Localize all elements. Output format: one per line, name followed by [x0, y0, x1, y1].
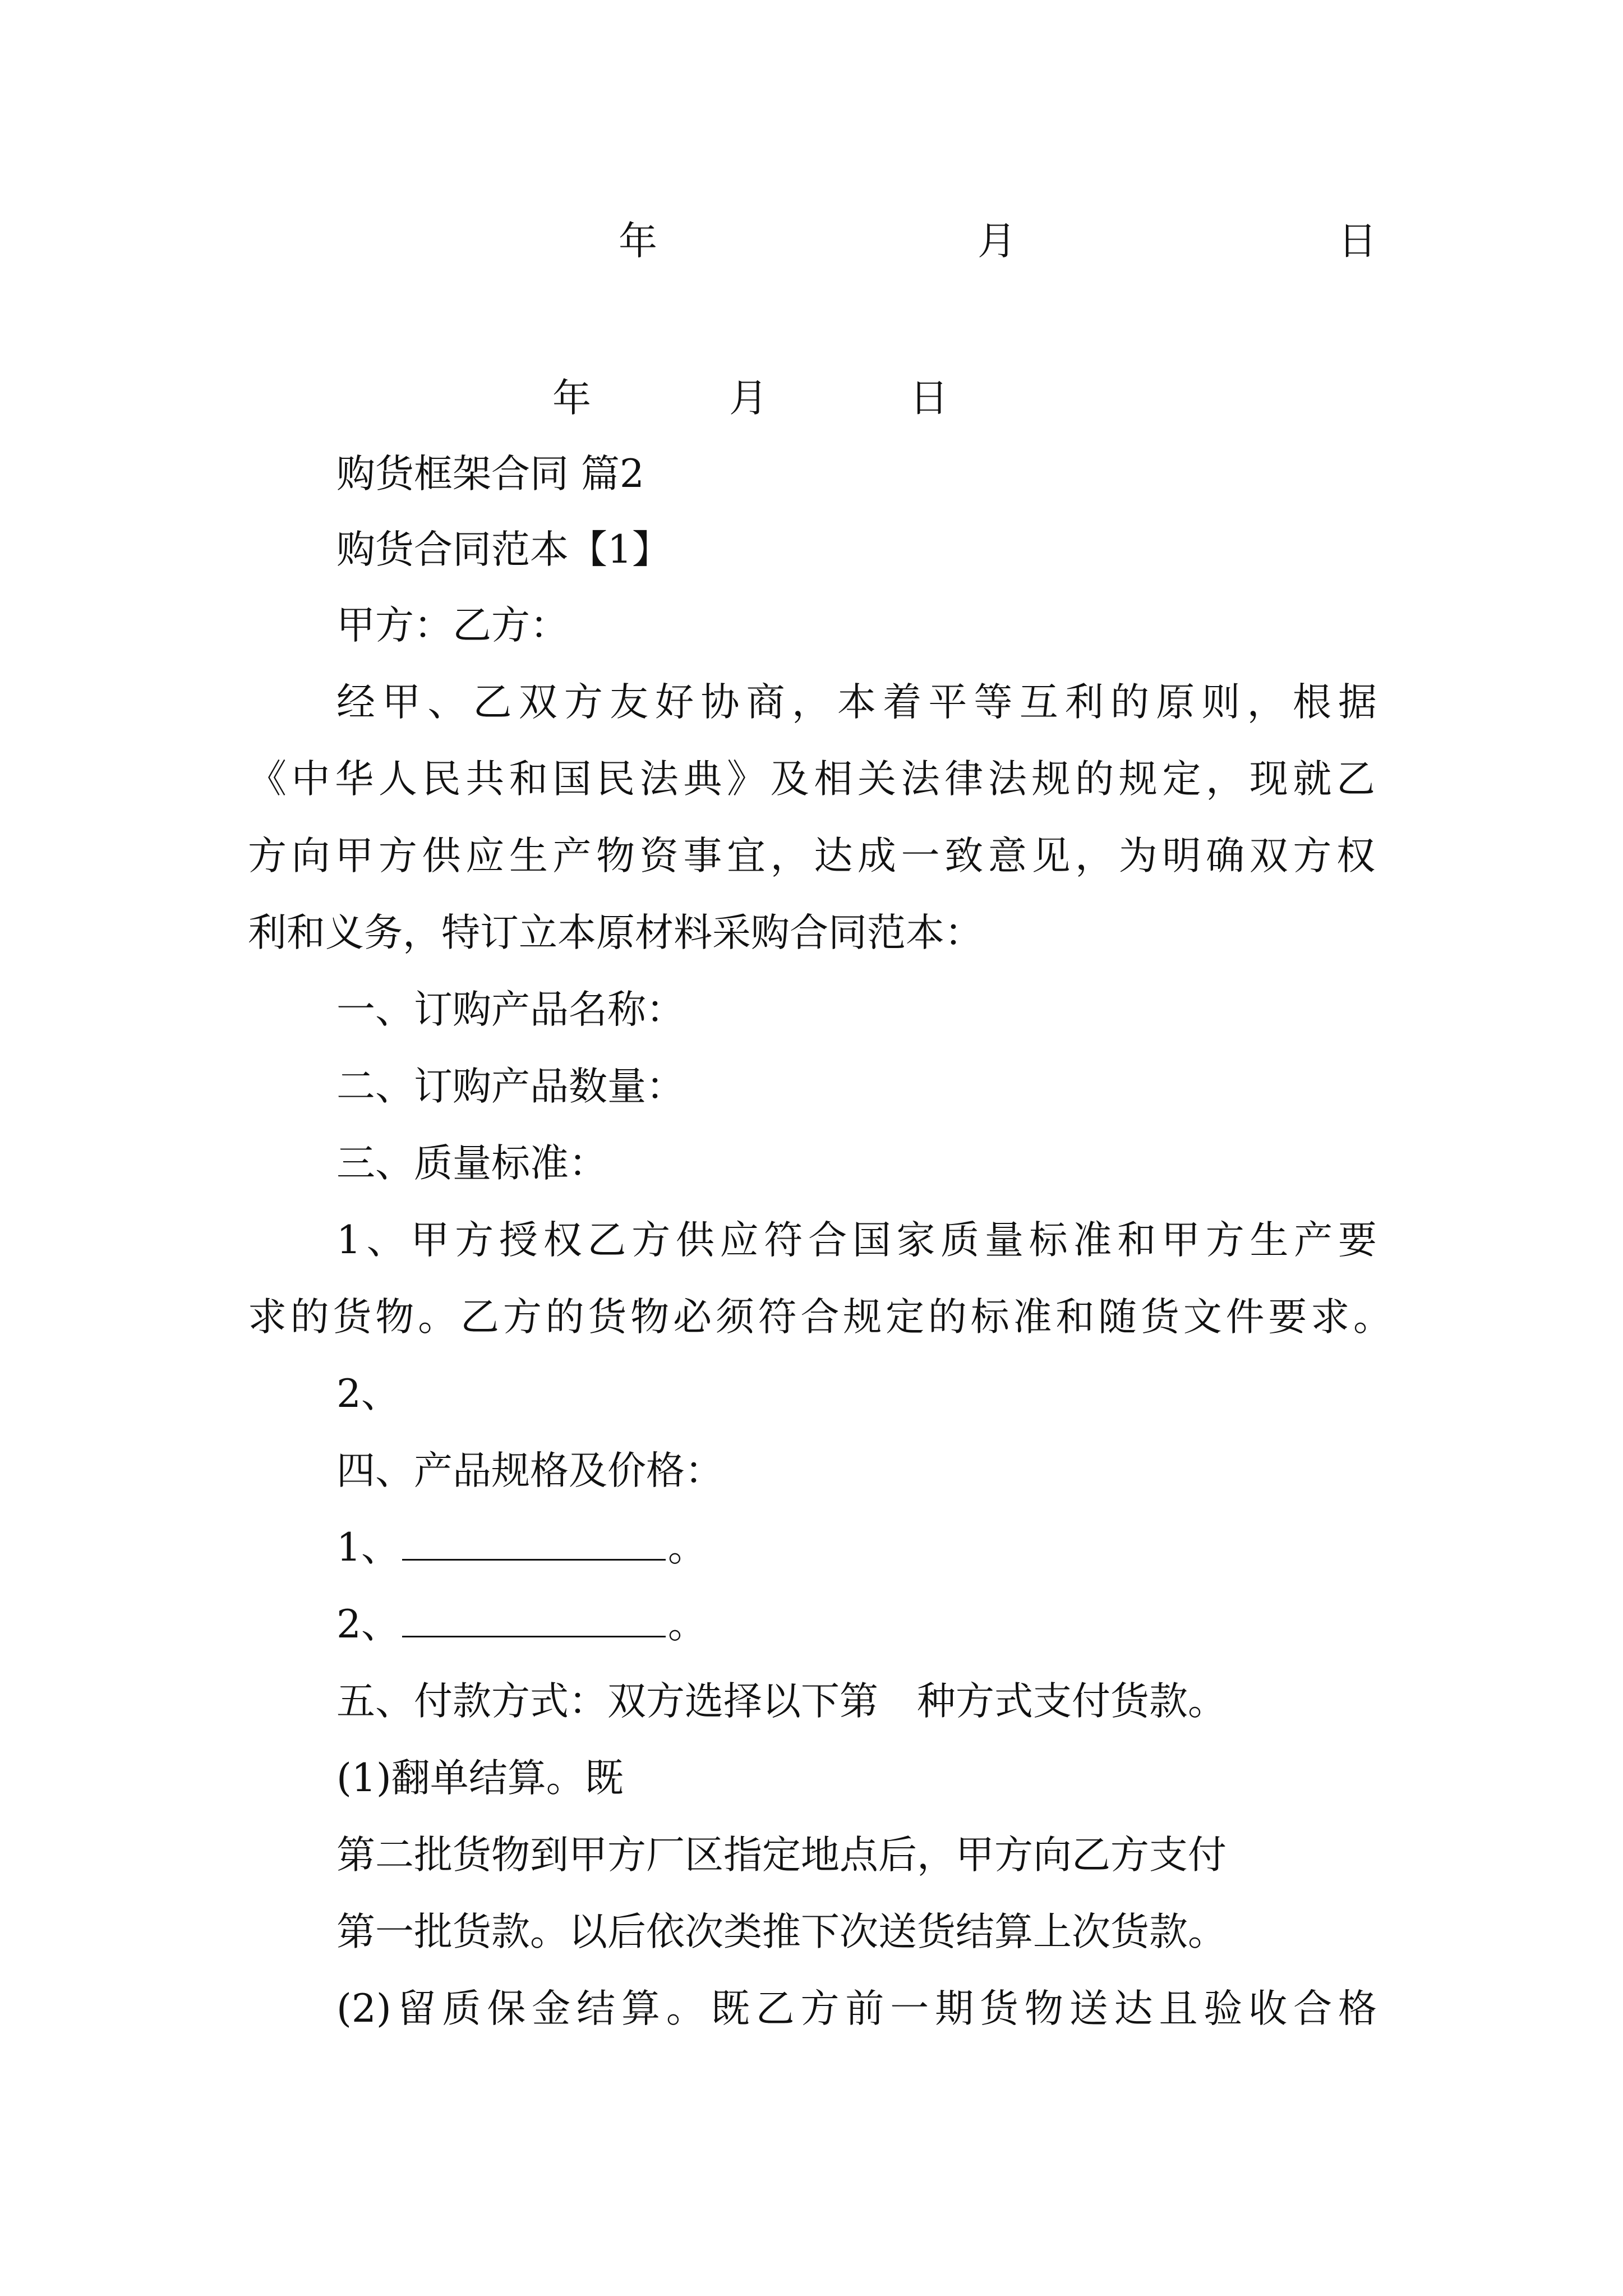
spec-item — [336, 1596, 707, 1653]
spec-item — [336, 1520, 707, 1576]
date-month: 月 — [729, 376, 768, 421]
intro-line: 利和义务，特订立本原材料采购合同范本： — [248, 910, 983, 955]
intro-line: 方向甲方供应生产物资事宜，达成一致意见，为明确双方权 — [248, 834, 1375, 878]
date-day: 日 — [1338, 219, 1377, 264]
section-heading: 五、付款方式：双方选择以下第 种方式支付货款。 — [336, 1679, 1227, 1724]
section-heading: 一、订购产品名称： — [336, 987, 685, 1032]
payment-detail: 第二批货物到甲方厂区指定地点后，甲方向乙方支付 — [336, 1833, 1227, 1878]
quality-clause: 1、甲方授权乙方供应符合国家质量标准和甲方生产要 — [336, 1218, 1377, 1263]
spec-prefix: 2、 — [336, 1602, 400, 1647]
spec-suffix: 。 — [667, 1525, 707, 1570]
date-year: 年 — [619, 219, 657, 264]
spec-suffix: 。 — [667, 1602, 707, 1647]
intro-line: 经甲、乙双方友好协商，本着平等互利的原则，根据 — [336, 680, 1377, 725]
fill-blank — [402, 1601, 666, 1637]
date-line-1 — [0, 213, 1623, 269]
date-year: 年 — [552, 376, 591, 421]
date-line-2 — [0, 370, 1623, 426]
date-month: 月 — [978, 219, 1016, 264]
quality-clause: 求的货物。乙方的货物必须符合规定的标准和随货文件要求。 — [248, 1295, 1392, 1340]
payment-detail: 第一批货款。以后依次类推下次送货结算上次货款。 — [336, 1910, 1227, 1954]
section-heading: 三、质量标准： — [336, 1141, 607, 1186]
payment-option: (2)留质保金结算。既乙方前一期货物送达且验收合格 — [336, 1986, 1377, 2031]
section-heading: 二、订购产品数量： — [336, 1064, 685, 1109]
document-title: 购货框架合同 篇2 — [336, 452, 644, 496]
section-heading: 四、产品规格及价格： — [336, 1448, 723, 1493]
payment-option: (1)翻单结算。既 — [336, 1756, 624, 1801]
intro-line: 《中华人民共和国民法典》及相关法律法规的规定，现就乙 — [248, 757, 1375, 802]
contract-subtitle: 购货合同范本【1】 — [336, 527, 671, 572]
quality-clause: 2、 — [336, 1372, 400, 1416]
fill-blank — [402, 1524, 666, 1561]
spec-prefix: 1、 — [336, 1525, 400, 1570]
parties-line: 甲方：乙方： — [336, 603, 569, 648]
date-day: 日 — [910, 376, 948, 421]
